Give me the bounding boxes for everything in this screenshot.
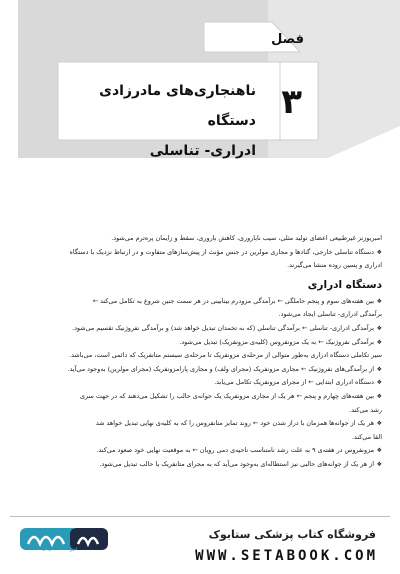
body-line: رشد می‌کند. xyxy=(349,405,382,414)
footer-divider xyxy=(10,516,390,517)
body-line: ❖ بین هفته‌های سوم و پنجم حاملگی ← برآمدگی مزودرم بینابینی در هر سمت جنین شروع به تکامل می‌کند ← xyxy=(18,295,382,309)
intro-line: امبریوزنز غیرطبیعی اعضای تولید مثلی، سیب ناباروری، کاهش باروری، سقط و زایمان پره‌ترم می‌شود. xyxy=(111,234,382,242)
intro-bullet: ❖ دستگاه تناسلی خارجی، گنادها و مجاری مولرین در جنس مؤنث از پیش‌سازهای متفاوت و در ارتباط نزدیک با دستگاه xyxy=(18,246,382,260)
intro-bullet-cont: ادراری و پسین روده منشا می‌گیرند. xyxy=(287,261,382,270)
chapter-title xyxy=(56,76,256,166)
body-line: ❖ برآمدگی نفروژنیک ← به یک مزونفروس (کلیه‌ی مزونفریک) تبدیل می‌شود. xyxy=(18,336,382,350)
shop-url[interactable]: WWW.SETABOOK.COM xyxy=(195,548,378,564)
chapter-label: فصل xyxy=(271,32,304,47)
chapter-body xyxy=(18,232,382,472)
body-line: ❖ دستگاه ادراری ابتدایی ← از مجرای مزونفریک تکامل می‌یابد. xyxy=(18,376,382,390)
chapter-title-line1: ناهنجاری‌های مادرزادی دستگاه xyxy=(99,83,256,129)
chapter-title-line2: ادراری- تناسلی xyxy=(149,143,256,159)
logo-caption: فروشگاه اینترنتی کتاب xyxy=(30,546,78,552)
body-line: ❖ بین هفته‌های چهارم و پنجم ← هر یک از مجاری مزونفریک یک جوانه‌ی حالب را تشکیل می‌دهند که در جهت سری xyxy=(18,390,382,404)
body-line: ❖ برآمدگی ادراری- تناسلی ← برآمدگی تناسلی (که به تخمدان تبدیل خواهد شد) و برآمدگی نفروژنیک تقسیم می‌شود. xyxy=(18,322,382,336)
chapter-number: ۳ xyxy=(281,82,302,122)
body-line: ❖ مزونفروس در هفته‌ی ۹ به علت رشد نامتناسب ناحیه‌ی دمی رویان ← به موقعیت نهایی خود صعود می‌کند. xyxy=(18,444,382,458)
body-line: ❖ هر یک از جوانه‌ها همزمان با دراز شدن خود ← روند تمایز متانفروس را که به کلیه‌ی نهایی تبدیل خواهد شد xyxy=(18,417,382,431)
body-line: ❖ از هر یک از جوانه‌های حالبی نیز استطاله‌ای به‌وجود می‌آید که به مجرای متانفریک یا حالب تبدیل می‌شود. xyxy=(18,458,382,472)
body-line: برآمدگی ادراری- تناسلی ایجاد می‌شود. xyxy=(278,310,382,319)
section-title: دستگاه ادراری xyxy=(307,278,382,291)
body-line: سیر تکاملی دستگاه ادراری به‌طور متوالی از مرحله‌ی مزونفریک تا مرحله‌ی سیستم متانفریک که دائمی است، می‌باشد. xyxy=(69,351,382,360)
body-line: ❖ از برآمدگی‌های نفروژنیک ← مجاری مزونفریک (مجرای ولف) و مجاری پارامزونفریک (مجرای مولرین) به‌وجود می‌آید. xyxy=(18,363,382,377)
shop-title: فروشگاه کتاب پزشکی ستابوک xyxy=(208,528,376,541)
body-line: القا می‌کند. xyxy=(351,432,382,441)
footer-banner xyxy=(0,516,400,574)
